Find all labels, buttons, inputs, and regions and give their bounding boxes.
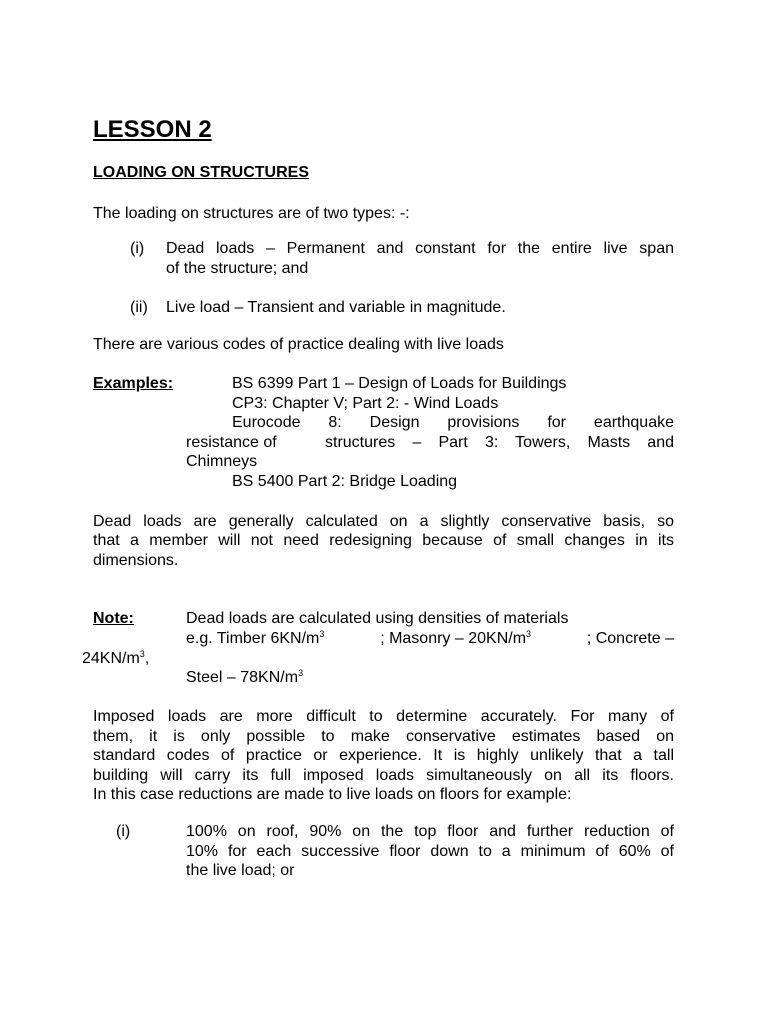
example-line-4a: resistance of bbox=[186, 434, 277, 451]
lesson-title: LESSON 2 bbox=[93, 116, 212, 143]
intro-text: The loading on structures are of two types: -: bbox=[93, 205, 410, 222]
note-line4: Steel – $78KN/m^3$ bbox=[186, 668, 304, 686]
type-1-line1: Dead loads – Permanent and constant for the entire live span bbox=[166, 240, 674, 257]
imposed-para-line3: standard codes of practice or experience. It is highly unlikely that a tall bbox=[93, 747, 674, 764]
note-line1: Dead loads are calculated using densities of materials bbox=[186, 610, 569, 627]
reduction-number: (i) bbox=[116, 823, 131, 840]
imposed-para-line5: In this case reductions are made to live loads on floors for example: bbox=[93, 786, 572, 803]
dead-para-line1: Dead loads are generally calculated on a slightly conservative basis, so bbox=[93, 513, 674, 530]
codes-intro: There are various codes of practice dealing with live loads bbox=[93, 336, 504, 353]
dead-para-line3: dimensions. bbox=[93, 552, 179, 569]
type-2-number: (ii) bbox=[130, 299, 148, 316]
example-line-2: CP3: Chapter V; Part 2: - Wind Loads bbox=[232, 395, 499, 412]
note-line3: $24KN/m^3$, bbox=[82, 649, 150, 667]
type-1-number: (i) bbox=[130, 240, 145, 257]
type-2-line1: Live load – Transient and variable in magnitude. bbox=[166, 299, 506, 316]
note-label: Note: bbox=[93, 610, 134, 627]
note-line2 bbox=[186, 629, 674, 649]
note-masonry: ; Masonry – $20KN/m^3$ bbox=[380, 629, 532, 647]
reduction-line1: 100% on roof, 90% on the top floor and further reduction of bbox=[186, 823, 674, 840]
type-1-line2: of the structure; and bbox=[166, 260, 309, 277]
section-heading: LOADING ON STRUCTURES bbox=[93, 164, 309, 181]
example-line-5: Chimneys bbox=[186, 453, 258, 470]
imposed-para-line2: them, it is only possible to make conservative estimates based on bbox=[93, 728, 674, 745]
example-line-6: BS 5400 Part 2: Bridge Loading bbox=[232, 473, 458, 490]
reduction-line3: the live load; or bbox=[186, 862, 295, 879]
note-concrete: ; Concrete – bbox=[586, 630, 674, 647]
imposed-para-line1: Imposed loads are more difficult to determine accurately. For many of bbox=[93, 708, 674, 725]
example-line-3: Eurocode 8: Design provisions for earthquake bbox=[232, 414, 674, 431]
dead-para-line2: that a member will not need redesigning because of small changes in its bbox=[93, 532, 674, 549]
note-timber: e.g. Timber $6KN/m^3$ bbox=[186, 629, 325, 647]
example-line-4b: structures – Part 3: Towers, Masts and bbox=[325, 434, 674, 451]
imposed-para-line4: building will carry its full imposed loads simultaneously on all its floors. bbox=[93, 767, 674, 784]
examples-label: Examples: bbox=[93, 375, 174, 392]
reduction-line2: 10% for each successive floor down to a minimum of 60% of bbox=[186, 843, 674, 860]
example-line-1: BS 6399 Part 1 – Design of Loads for Buildings bbox=[232, 375, 567, 392]
